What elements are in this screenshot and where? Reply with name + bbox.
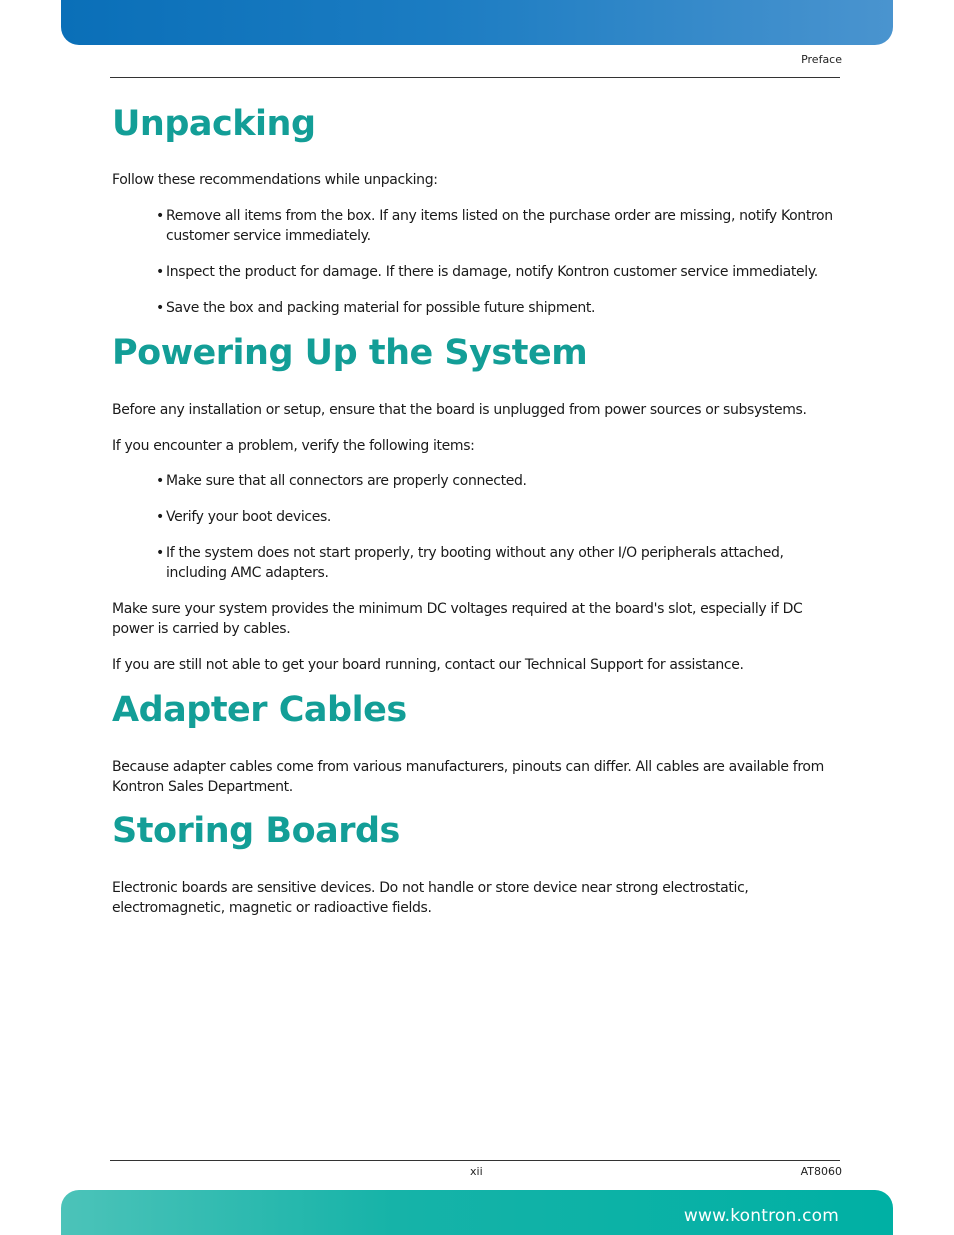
adapter-para-1: Because adapter cables come from various manufacturers, pinouts can differ. All cables are available from Kontron Sales Department. (112, 759, 824, 795)
storing-para-1: Electronic boards are sensitive devices. Do not handle or store device near strong electrostatic, electromagnetic, magnetic or radioactive fields. (112, 880, 749, 916)
bullet-icon: • (156, 509, 164, 525)
bullet-icon: • (156, 208, 164, 224)
list-item-text: Remove all items from the box. If any items listed on the purchase order are missing, notify Kontron customer service immediately. (166, 208, 833, 244)
list-item (156, 298, 850, 318)
bullet-icon: • (156, 473, 164, 489)
list-item (156, 471, 850, 491)
list-item-text: If the system does not start properly, try booting without any other I/O peripherals attached, including AMC adapters. (166, 545, 784, 581)
heading-storing-boards: Storing Boards (112, 811, 400, 851)
header-banner (61, 0, 893, 45)
list-item-text: Inspect the product for damage. If there is damage, notify Kontron customer service immediately. (166, 264, 818, 280)
footer-rule (110, 1160, 840, 1161)
heading-powering-up: Powering Up the System (112, 333, 588, 373)
heading-unpacking: Unpacking (112, 104, 316, 144)
list-item (156, 262, 850, 282)
heading-adapter-cables: Adapter Cables (112, 690, 407, 730)
unpacking-intro: Follow these recommendations while unpacking: (112, 172, 438, 188)
powering-para-1: Before any installation or setup, ensure that the board is unplugged from power sources or subsystems. (112, 402, 807, 418)
bullet-icon: • (156, 545, 164, 561)
powering-para-3: Make sure your system provides the minimum DC voltages required at the board's slot, especially if DC power is carried by cables. (112, 601, 803, 637)
header-rule (110, 77, 840, 78)
list-item-text: Make sure that all connectors are properly connected. (166, 473, 527, 489)
section-label: Preface (801, 53, 842, 66)
list-item (156, 543, 806, 583)
list-item-text: Save the box and packing material for possible future shipment. (166, 300, 596, 316)
website-link[interactable]: www.kontron.com (683, 1206, 839, 1226)
bullet-icon: • (156, 300, 164, 316)
list-item (156, 206, 850, 246)
bullet-icon: • (156, 264, 164, 280)
page-number: xii (470, 1165, 483, 1178)
list-item (156, 507, 850, 527)
footer-banner (61, 1190, 893, 1235)
list-item-text: Verify your boot devices. (166, 509, 332, 525)
powering-para-4: If you are still not able to get your board running, contact our Technical Support for assistance. (112, 657, 744, 673)
powering-para-2: If you encounter a problem, verify the following items: (112, 438, 475, 454)
document-id: AT8060 (800, 1165, 842, 1178)
